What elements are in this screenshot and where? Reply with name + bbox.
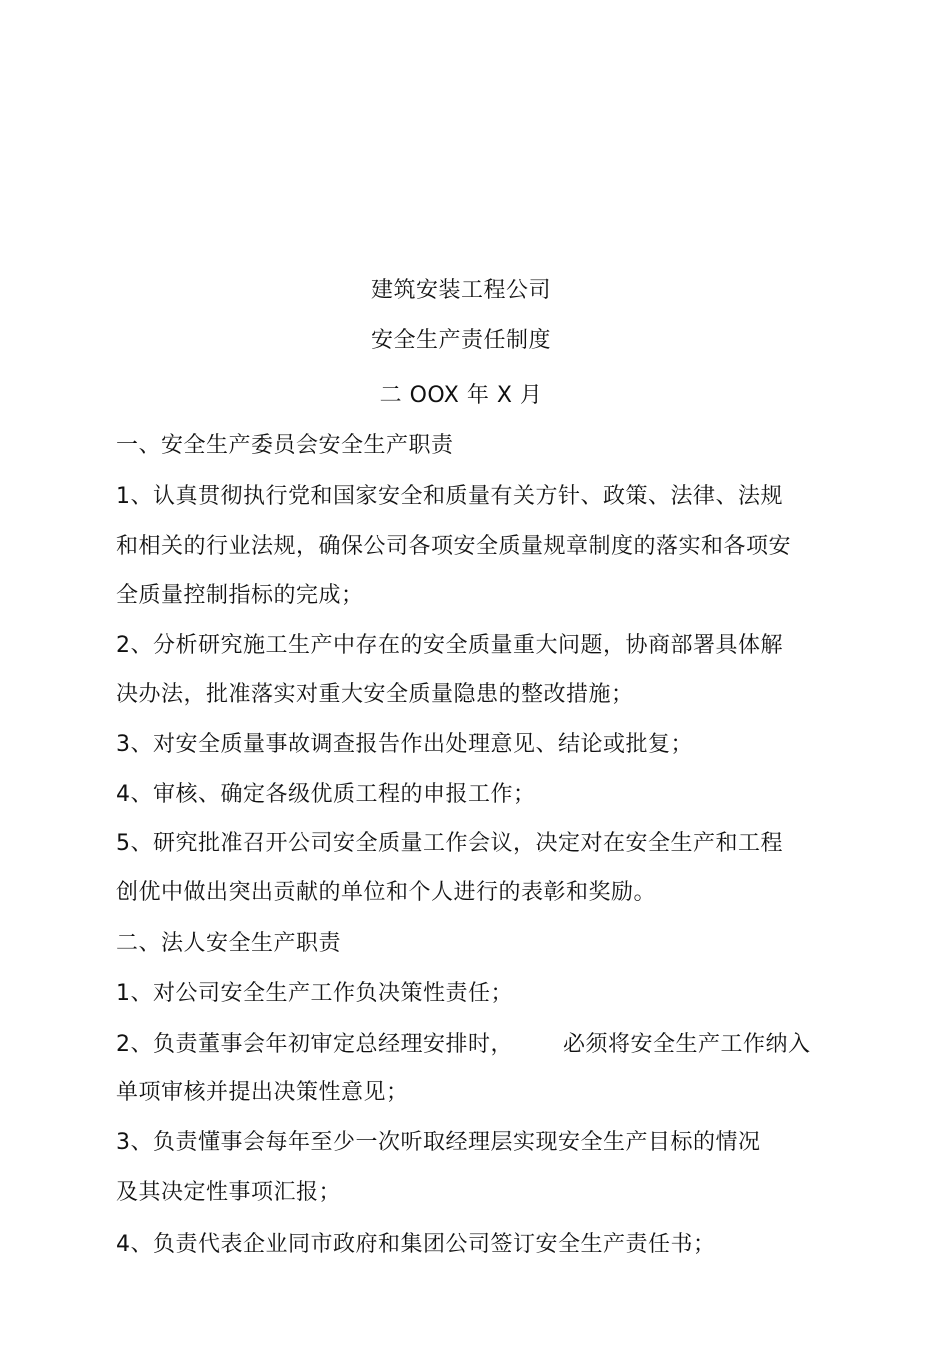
paragraph-line: 3、对安全质量事故调查报告作出处理意见、结论或批复； [116, 732, 693, 757]
paragraph-line: 决办法，批准落实对重大安全质量隐患的整改措施； [116, 682, 634, 707]
paragraph-line: 4、负责代表企业同市政府和集团公司签订安全生产责任书； [116, 1232, 716, 1257]
paragraph-line: 2、分析研究施工生产中存在的安全质量重大问题，协商部署具体解 [116, 633, 783, 658]
paragraph-line: 5、研究批准召开公司安全质量工作会议，决定对在安全生产和工程 [116, 831, 783, 856]
paragraph-line: 单项审核并提出决策性意见； [116, 1080, 409, 1105]
paragraph-line: 1、对公司安全生产工作负决策性责任； [116, 981, 513, 1006]
paragraph-line: 创优中做出突出贡献的单位和个人进行的表彰和奖励。 [116, 880, 657, 905]
paragraph-line [116, 1030, 811, 1060]
paragraph-line: 全质量控制指标的完成； [116, 583, 364, 608]
document-date: 二 OOX 年 X 月 [379, 383, 543, 408]
section-heading-committee: 一、安全生产委员会安全生产职责 [116, 433, 454, 458]
paragraph-line: 3、负责懂事会每年至少一次听取经理层实现安全生产目标的情况 [116, 1130, 761, 1155]
company-name: 建筑安装工程公司 [370, 278, 551, 303]
paragraph-line: 及其决定性事项汇报； [116, 1180, 342, 1205]
paragraph-line: 1、认真贯彻执行党和国家安全和质量有关方针、政策、法律、法规 [116, 484, 783, 509]
paragraph-line-part: 必须将安全生产工作纳入 [563, 1032, 811, 1057]
section-heading-legal-person: 二、法人安全生产职责 [116, 931, 342, 956]
paragraph-line-part: 2、负责董事会年初审定总经理安排时， [116, 1032, 513, 1057]
paragraph-line: 和相关的行业法规，确保公司各项安全质量规章制度的落实和各项安 [116, 534, 792, 559]
document-title: 安全生产责任制度 [370, 328, 551, 353]
paragraph-line: 4、审核、确定各级优质工程的申报工作； [116, 782, 536, 807]
